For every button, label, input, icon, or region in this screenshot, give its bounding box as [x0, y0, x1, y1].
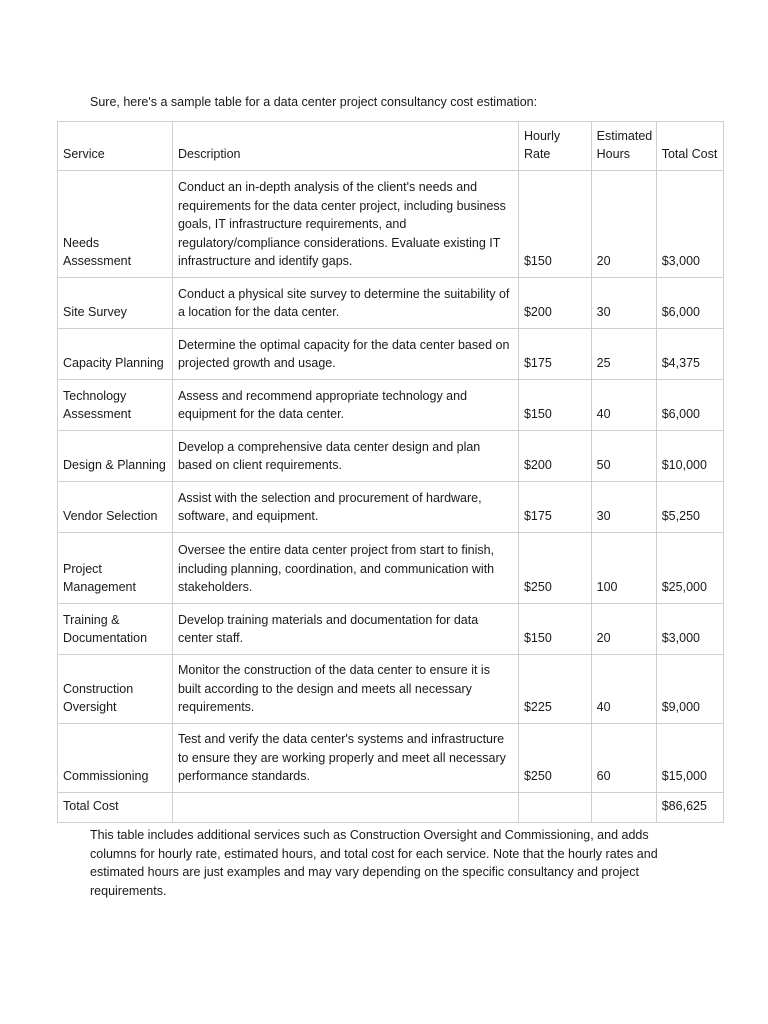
cell-service: Project Management — [58, 533, 173, 604]
cell-hours: 60 — [591, 724, 656, 793]
cell-description: Assess and recommend appropriate technology and equipment for the data center. — [172, 380, 518, 431]
cell-hours: 20 — [591, 604, 656, 655]
table-row — [58, 171, 724, 278]
outro-text: This table includes additional services such as Construction Oversight and Commissioning, and adds columns for hourly rate, estimated hours, and total cost for each service. Note that the hourly rates and estimated hours are just examples and may vary depending on the specific consultancy and project requirements. — [90, 828, 658, 898]
cell-description: Monitor the construction of the data center to ensure it is built according to the design and meets all necessary requirements. — [172, 655, 518, 724]
table-row — [58, 533, 724, 604]
empty-cell — [172, 793, 518, 823]
cell-hours: 25 — [591, 329, 656, 380]
table-row — [58, 431, 724, 482]
cell-description: Conduct an in-depth analysis of the client's needs and requirements for the data center project, including business goals, IT infrastructure requirements, and regulatory/compliance considerations. Evaluate existing IT infrastructure and identify gaps. — [172, 171, 518, 278]
cost-estimation-table — [57, 121, 724, 823]
cell-rate: $175 — [518, 329, 591, 380]
table-row — [58, 329, 724, 380]
cell-service: Commissioning — [58, 724, 173, 793]
empty-cell — [518, 793, 591, 823]
total-label: Total Cost — [58, 793, 173, 823]
table-row — [58, 380, 724, 431]
header-description: Description — [172, 122, 518, 171]
cell-hours: 40 — [591, 655, 656, 724]
cell-total: $15,000 — [656, 724, 723, 793]
cell-hours: 50 — [591, 431, 656, 482]
header-total-cost: Total Cost — [656, 122, 723, 171]
cell-rate: $200 — [518, 278, 591, 329]
cell-rate: $150 — [518, 171, 591, 278]
header-service: Service — [58, 122, 173, 171]
cell-hours: 100 — [591, 533, 656, 604]
cell-rate: $150 — [518, 380, 591, 431]
cell-hours: 20 — [591, 171, 656, 278]
cell-description: Develop training materials and documentation for data center staff. — [172, 604, 518, 655]
table-row — [58, 655, 724, 724]
cell-total: $4,375 — [656, 329, 723, 380]
empty-cell — [591, 793, 656, 823]
cell-hours: 30 — [591, 482, 656, 533]
cell-total: $3,000 — [656, 171, 723, 278]
cell-total: $5,250 — [656, 482, 723, 533]
intro-text: Sure, here's a sample table for a data center project consultancy cost estimation: — [90, 95, 538, 109]
cell-description: Assist with the selection and procurement of hardware, software, and equipment. — [172, 482, 518, 533]
cell-service: Site Survey — [58, 278, 173, 329]
cell-total: $10,000 — [656, 431, 723, 482]
cell-service: Capacity Planning — [58, 329, 173, 380]
table-row — [58, 724, 724, 793]
cell-description: Develop a comprehensive data center design and plan based on client requirements. — [172, 431, 518, 482]
cell-rate: $200 — [518, 431, 591, 482]
cell-service: Needs Assessment — [58, 171, 173, 278]
cell-service: Design & Planning — [58, 431, 173, 482]
table-row — [58, 482, 724, 533]
cell-total: $6,000 — [656, 380, 723, 431]
cell-description: Conduct a physical site survey to determine the suitability of a location for the data center. — [172, 278, 518, 329]
cell-total: $6,000 — [656, 278, 723, 329]
cell-description: Test and verify the data center's systems and infrastructure to ensure they are working properly and meet all necessary performance standards. — [172, 724, 518, 793]
cell-rate: $250 — [518, 724, 591, 793]
cell-hours: 30 — [591, 278, 656, 329]
cell-total: $3,000 — [656, 604, 723, 655]
header-estimated-hours: Estimated Hours — [591, 122, 656, 171]
cell-service: Construction Oversight — [58, 655, 173, 724]
header-hourly-rate: Hourly Rate — [518, 122, 591, 171]
cell-service: Vendor Selection — [58, 482, 173, 533]
cell-rate: $150 — [518, 604, 591, 655]
grand-total: $86,625 — [656, 793, 723, 823]
table-row — [58, 278, 724, 329]
cell-rate: $175 — [518, 482, 591, 533]
table-header-row — [58, 122, 724, 171]
cell-rate: $250 — [518, 533, 591, 604]
table-row — [58, 604, 724, 655]
cell-rate: $225 — [518, 655, 591, 724]
cell-description: Oversee the entire data center project from start to finish, including planning, coordination, and communication with stakeholders. — [172, 533, 518, 604]
cell-service: Training & Documentation — [58, 604, 173, 655]
cell-description: Determine the optimal capacity for the data center based on projected growth and usage. — [172, 329, 518, 380]
cell-total: $25,000 — [656, 533, 723, 604]
cell-service: Technology Assessment — [58, 380, 173, 431]
table-total-row — [58, 793, 724, 823]
cell-total: $9,000 — [656, 655, 723, 724]
cell-hours: 40 — [591, 380, 656, 431]
